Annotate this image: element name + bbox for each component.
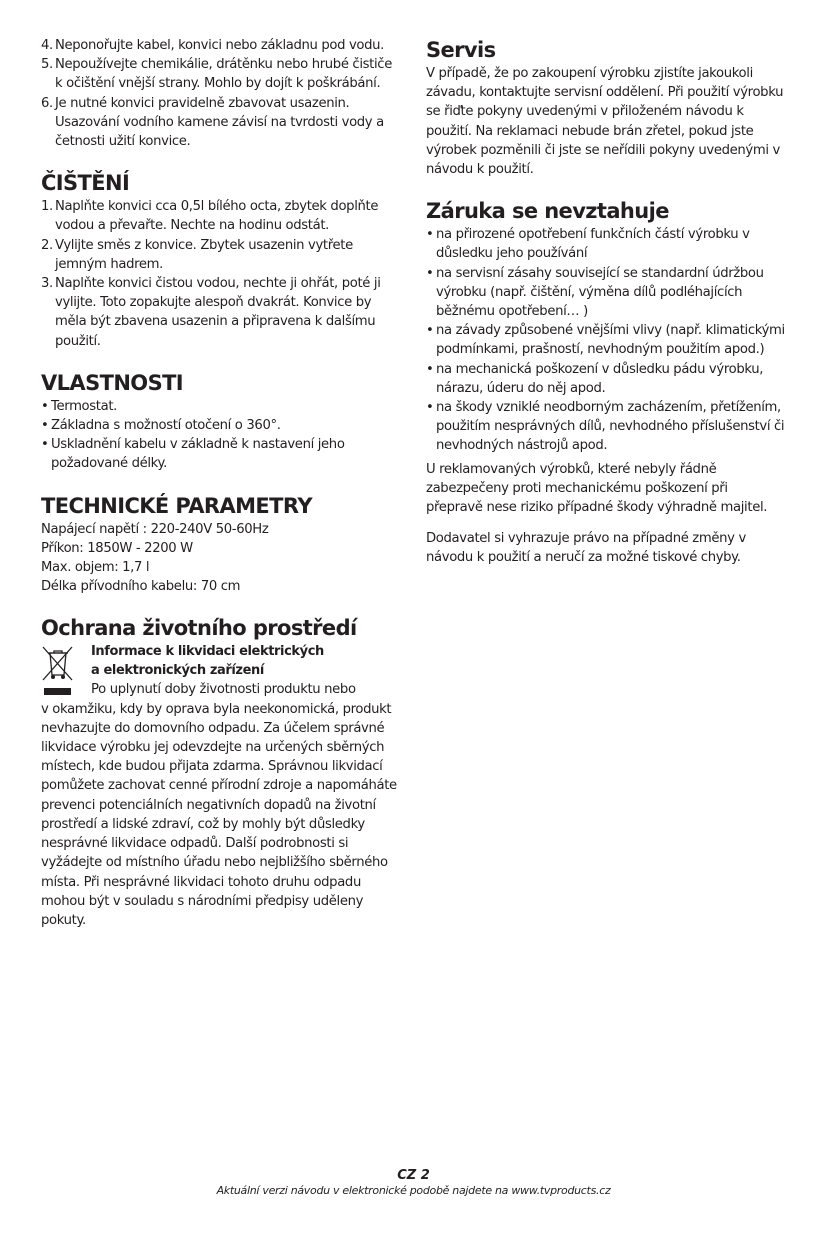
transport-damage-paragraph: U reklamovaných výrobků, které nebyly řádně zabezpečeny proti mechanickému poškození při přepravě nese riziko případné škody výhradně majitel. xyxy=(426,461,768,516)
service-section xyxy=(426,36,788,179)
environment-heading: Ochrana životního prostředí xyxy=(41,616,357,641)
service-heading: Servis xyxy=(426,38,496,62)
list-item: 3. Naplňte konvici čistou vodou, nechte ji ohřát, poté ji vylijte. Toto zopakujte alespoň dvakrát. Konvice by měla být zbavena usazenin a připravena k dalšímu použití. xyxy=(41,276,381,349)
page-footer xyxy=(0,1168,827,1198)
cleaning-list xyxy=(41,197,403,351)
tech-params-heading: TECHNICKÉ PARAMETRY xyxy=(41,493,312,518)
cleaning-heading: ČIŠTĚNÍ xyxy=(41,171,130,196)
cleaning-section xyxy=(41,169,403,351)
weee-heading-line1: Informace k likvidaci elektrických xyxy=(91,644,324,660)
weee-crossed-bin-icon xyxy=(41,644,75,698)
weee-text xyxy=(91,642,356,699)
features-heading: VLASTNOSTI xyxy=(41,370,184,395)
warranty-heading: Záruka se nevztahuje xyxy=(426,199,669,224)
list-item: • Termostat. xyxy=(41,398,118,414)
list-item: • na mechanická poškození v důsledku pádu výrobku, nárazu, úderu do něj apod. xyxy=(426,361,764,396)
list-item: 1. Naplňte konvici cca 0,5l bílého octa, zbytek doplňte vodou a převařte. Nechte na hodinu odstát. xyxy=(41,199,379,234)
weee-block xyxy=(41,642,403,699)
list-item: • na škody vzniklé neodborným zacházením, přetížením, použitím nesprávných dílů, nevhodného příslušenství či nevhodných nástrojů apod. xyxy=(426,400,785,454)
footer-note: Aktuální verzi návodu v elektronické podobě najdete na www.tvproducts.cz xyxy=(216,1184,611,1197)
warranty-exclusions-list xyxy=(426,225,788,455)
list-item: 4. Neponořujte kabel, konvici nebo základnu pod vodu. xyxy=(41,38,385,53)
maintenance-list xyxy=(41,36,403,151)
list-item: 2. Vylijte směs z konvice. Zbytek usazenin vytřete jemným hadrem. xyxy=(41,237,353,272)
supplier-disclaimer-paragraph: Dodavatel si vyhrazuje právo na případné změny v návodu k použití a neručí za možné tiskové chyby. xyxy=(426,531,746,566)
list-item: • Základna s možností otočení o 360°. xyxy=(41,418,281,434)
weee-first-line: Po uplynutí doby životnosti produktu nebo xyxy=(91,682,356,698)
warranty-section xyxy=(426,197,788,567)
features-section xyxy=(41,369,403,474)
list-item: • Uskladnění kabelu v základně k nastavení jeho požadované délky. xyxy=(41,437,345,472)
list-item: • na závady způsobené vnějšími vlivy (např. klimatickými podmínkami, prašností, nevhodným použitím apod.) xyxy=(426,323,785,358)
weee-heading-line2: a elektronických zařízení xyxy=(91,663,264,679)
list-item: 6. Je nutné konvici pravidelně zbavovat usazenin. Usazování vodního kamene závisí na tvrdosti vody a četnosti užití konvice. xyxy=(41,95,384,150)
param-cable-length: Délka přívodního kabelu: 70 cm xyxy=(41,579,241,595)
list-item: • na servisní zásahy související se standardní údržbou výrobku (např. čištění, výměna dílů podléhajících běžnému opotřebení… ) xyxy=(426,265,764,320)
tech-params-section xyxy=(41,492,403,597)
weee-body: v okamžiku, kdy by oprava byla neekonomická, produkt nevhazujte do domovního odpadu. Za účelem správné likvidace výrobku jej odevzdejte na určených sběrných místech, kde budou přijata zdarma. Správnou likvidací pomůžete zachovat cenné přírodní zdroje a napomáháte prevenci potenciálních negativních dopadů na životní prostředí a lidské zdraví, což by mohly být důsledky nesprávné likvidace odpadů. Další podrobnosti si vyžádejte od místního úřadu nebo nejbližšího sběrného místa. Při nesprávné likvidaci tohoto druhu odpadu mohou být v souladu s národními předpisy uděleny pokuty. xyxy=(41,701,397,928)
environment-section xyxy=(41,614,403,930)
right-column xyxy=(426,36,788,568)
left-column xyxy=(41,36,403,930)
service-body: V případě, že po zakoupení výrobku zjistíte jakoukoli závadu, kontaktujte servisní oddělení. Při použití výrobku se řiďte pokyny uvedenými v přiloženém návodu k použití. Na reklamaci nebude brán zřetel, pokud jste výrobek pozměnili či jste se neřídili pokyny uvedenými v návodu k použití. xyxy=(426,66,784,178)
features-list xyxy=(41,397,403,474)
param-power: Příkon: 1850W - 2200 W xyxy=(41,540,193,556)
page-number: CZ 2 xyxy=(397,1168,430,1183)
list-item: 5. Nepoužívejte chemikálie, drátěnku nebo hrubé čističe k očištění vnější strany. Mohlo by dojít k poškrábání. xyxy=(41,57,392,92)
param-volume: Max. objem: 1,7 l xyxy=(41,560,150,576)
list-item: • na přirozené opotřebení funkčních částí výrobku v důsledku jeho používání xyxy=(426,227,750,262)
param-voltage: Napájecí napětí : 220-240V 50-60Hz xyxy=(41,521,269,537)
